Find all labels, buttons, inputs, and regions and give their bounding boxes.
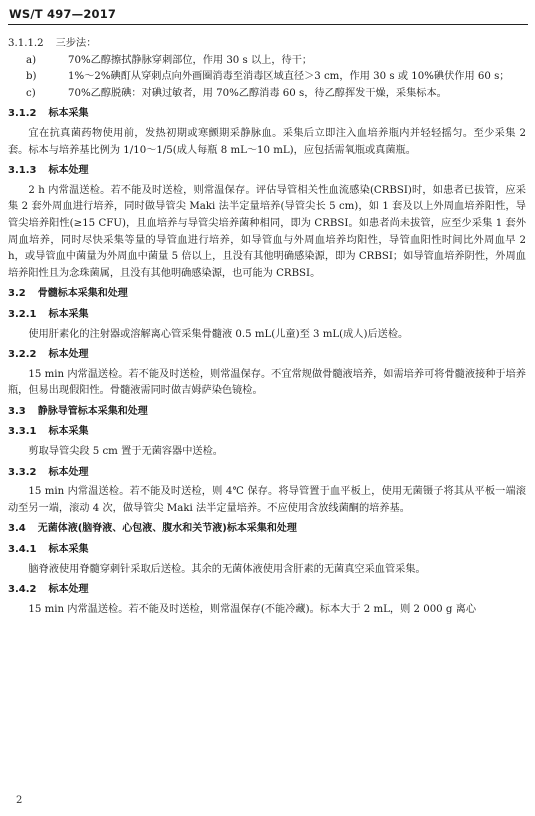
- section-title: 标本处理: [48, 349, 89, 361]
- paragraph: 宜在抗真菌药物使用前，发热初期或寒颤期采静脉血。采集后立即注入血培养瓶内并轻轻摇匀。至少采集 2 套。标本与培养基比例为 1/10～1/5(成人每瓶 8 mL～10 mL)，应包括需氧瓶或真菌瓶。: [8, 127, 526, 156]
- section-number: 3.3.1: [8, 426, 37, 438]
- section-number: 3.4.1: [8, 544, 37, 556]
- paragraph: 剪取导管尖段 5 cm 置于无菌容器中送检。: [28, 446, 223, 458]
- section-3-4-2-heading: [8, 582, 526, 599]
- section-number: 3.3.2: [8, 466, 37, 478]
- section-number: 3.1.2: [8, 108, 37, 120]
- section-3-3-2-heading: [8, 465, 526, 482]
- section-number: 3.3: [8, 405, 26, 417]
- section-title: 三步法：: [55, 38, 97, 49]
- section-title: 标本采集: [48, 108, 89, 120]
- section-title: 标本采集: [48, 544, 89, 556]
- section-title: 标本处理: [48, 466, 89, 478]
- section-number: 3.2.2: [8, 349, 37, 361]
- document-body: [8, 36, 526, 620]
- paragraph: 15 min 内常温送检。若不能及时送检，则常温保存(不能冷藏)。标本大于 2 mL，则 2 000 g 离心: [28, 603, 477, 615]
- paragraph: 15 min 内常温送检。若不能及时送检，则常温保存。不宜常规做骨髓液培养，如需培养可将骨髓液接种于培养瓶，但易出现假阳性。骨髓液需同时做吉姆萨染色镜检。: [8, 368, 526, 397]
- section-3-2-heading: [8, 286, 526, 303]
- section-3-3-heading: [8, 404, 526, 421]
- section-3-1-3-heading: [8, 163, 526, 180]
- list-item-text: 1%～2%碘酊从穿刺点向外画圈消毒至消毒区域直径＞3 cm，作用 30 s 或 10%碘伏作用 60 s；: [68, 71, 510, 83]
- section-number: 3.2.1: [8, 308, 37, 320]
- list-item: [8, 53, 526, 70]
- paragraph: 脑脊液使用脊髓穿刺针采取后送检。其余的无菌体液使用含肝素的无菌真空采血管采集。: [28, 563, 426, 575]
- section-title: 静脉导管标本采集和处理: [37, 405, 148, 417]
- page-number: 2: [16, 795, 23, 806]
- section-number: 3.4.2: [8, 584, 37, 596]
- section-number: 3.1.3: [8, 165, 37, 177]
- header-rule: [8, 24, 528, 25]
- paragraph: 2 h 内常温送检。若不能及时送检，则常温保存。评估导管相关性血流感染(CRBSI)时，如患者已拔管，应采集 2 套外周血进行培养，同时做导管尖 Maki 法半定量培养(导管尖长 5 cm)，如 1 套及以上外周血培养阳性，导管尖培养阳性(≥15 CFU)，且血培养与导管尖培养菌种相同，即为 CRBSI。如患者尚未拔管，应至少采集 1 套外周血培养，同时尽快采集等量的导管血进行培养，如导管血与外周血培养均阳性，导管血阳性时间比外周血早 2 h，或导管血中菌量为外周血中菌量 5 倍以上，且没有其他明确感染源，即为 CRBSI；如导管血培养阴性，外周血培养阳性且为念珠菌属，且没有其他明确感染源，也可能为 CRBSI。: [8, 184, 526, 279]
- standard-code: WS/T 497—2017: [9, 7, 117, 21]
- list-marker: b): [26, 71, 37, 83]
- list-item: [8, 69, 526, 86]
- section-3-4-1-heading: [8, 542, 526, 559]
- list-item-text: 70%乙醇脱碘：对碘过敏者，用 70%乙醇消毒 60 s，待乙醇挥发干燥，采集标本。: [68, 87, 447, 99]
- section-number: 3.4: [8, 523, 26, 535]
- section-3-2-1-heading: [8, 307, 526, 324]
- section-3-4-heading: [8, 521, 526, 538]
- section-title: 骨髓标本采集和处理: [37, 288, 128, 300]
- section-title: 标本采集: [48, 426, 89, 438]
- section-title: 标本采集: [48, 308, 89, 320]
- section-number: 3.2: [8, 288, 26, 300]
- list-marker: a): [26, 54, 37, 66]
- section-3-2-2-heading: [8, 347, 526, 364]
- section-title: 无菌体液(脑脊液、心包液、腹水和关节液)标本采集和处理: [37, 523, 297, 535]
- list-item-text: 70%乙醇擦拭静脉穿刺部位，作用 30 s 以上，待干；: [68, 54, 313, 66]
- section-number: 3.1.1.2: [8, 38, 44, 49]
- section-title: 标本处理: [48, 584, 89, 596]
- list-item: [8, 86, 526, 103]
- section-3-1-2-heading: [8, 106, 526, 123]
- paragraph: 15 min 内常温送检。若不能及时送检，则 4℃ 保存。将导管置于血平板上，使用无菌镊子将其从平板一端滚动至另一端，滚动 4 次，做导管尖 Maki 法半定量培养。不应使用含放线菌酮的培养基。: [8, 486, 526, 514]
- section-title: 标本处理: [48, 165, 89, 177]
- list-marker: c): [26, 87, 36, 99]
- section-3-3-1-heading: [8, 424, 526, 441]
- section-3-1-1-2-heading: [8, 36, 526, 53]
- paragraph: 使用肝素化的注射器或溶解离心管采集骨髓液 0.5 mL(儿童)至 3 mL(成人)后送检。: [28, 328, 409, 340]
